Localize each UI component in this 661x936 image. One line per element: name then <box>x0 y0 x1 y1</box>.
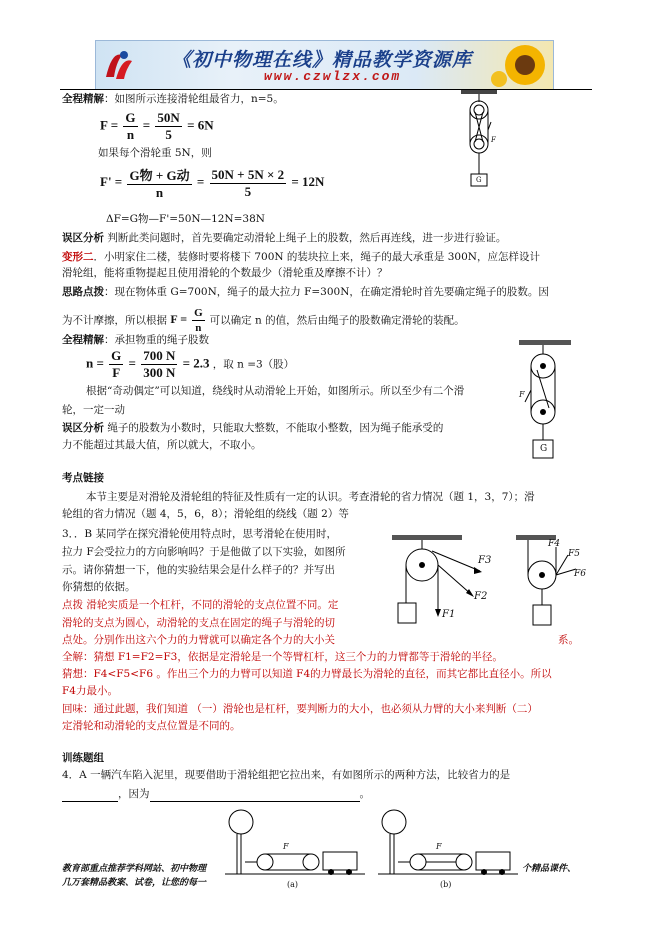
formula-1-num1: G <box>125 110 136 125</box>
formula-2-result: = 12N <box>291 173 325 189</box>
footer-left-line1: 教育部重点推荐学科网站、初中物理 <box>62 864 207 874</box>
figure-2-weight-label: G <box>540 444 548 454</box>
car-pulley-figure-b <box>378 808 518 892</box>
answer-blank-2[interactable] <box>150 787 360 802</box>
delta-f-line: ΔF=G物—F'=50N—12N=38N <box>106 213 265 225</box>
label-f2: F2 <box>474 591 488 602</box>
question-4-line2 <box>62 787 370 802</box>
header-title: 《初中物理在线》精品教学资源库 <box>172 49 473 71</box>
figure-a-force-label: F <box>283 842 289 851</box>
pulley-figure-1 <box>455 90 505 190</box>
tip-line3-end: 系。 <box>558 634 579 646</box>
formula-1-num2: 50N <box>157 110 180 125</box>
variant-two-line2: 滑轮组，能将重物提起且使用滑轮的个数最少（滑轮重及摩擦不计）？ <box>62 267 388 279</box>
sunflower-image <box>491 41 553 89</box>
error-analysis-2-text1: 绳子的股数为小数时，只能取大整数，不能取小整数，因为绳子能承受的 <box>104 422 444 434</box>
formula-3 <box>86 348 294 381</box>
section2-para1: 根据“奇动偶定”可以知道，绕线时从动滑轮上开始，如图所示。所以至少有二个滑 <box>86 385 465 397</box>
label-f6: F6 <box>574 569 586 579</box>
formula-3-num1: G <box>111 348 122 363</box>
variant-two-text1: ．小明家住二楼，装修时要将楼下 700N 的装块拉上来，绳子的最大承重是 300N，应怎样设计 <box>93 251 540 263</box>
question-4-period: 。 <box>359 788 370 800</box>
formula-3-after: ，取 n =3（股） <box>212 358 295 371</box>
error-analysis-2-line2: 力不能超过其最大值，所以就大，不取小。 <box>62 439 262 451</box>
formula-3-result: = 2.3 <box>182 355 210 371</box>
answer-blank-1[interactable] <box>62 787 118 802</box>
figure-1-force-label: F <box>491 136 496 144</box>
label-f1: F1 <box>442 609 456 620</box>
label-f4: F4 <box>548 539 560 549</box>
pulley-weight-line: 如果每个滑轮重 5N，则 <box>98 147 212 159</box>
formula-2-num2: 50N + 5N × 2 <box>211 166 285 182</box>
pulley-figure-2 <box>515 340 575 464</box>
review-line1: 回味：通过此题，我们知道 （一）滑轮也是杠杆，要判断力的大小，也必须从力臂的大小来判断（二） <box>62 703 538 715</box>
figure-b-caption: (b) <box>440 880 452 889</box>
formula-1-eq: = <box>142 117 151 133</box>
section4-title: 训练题组 <box>62 752 104 764</box>
header-rule <box>60 89 592 90</box>
full-solution-line <box>62 92 284 106</box>
formula-2 <box>100 165 324 201</box>
formula-3-eq: = <box>128 355 136 371</box>
full-solution-text: ：如图所示连接滑轮组最省力，n=5。 <box>104 93 284 105</box>
error-analysis-1-text: 判断此类问题时，首先要确定动滑轮上绳子上的股数，然后再连线，进一步进行验证。 <box>104 232 507 244</box>
question-4-because: ，因为 <box>118 788 150 800</box>
header-url[interactable]: www.czwlzx.com <box>264 69 402 84</box>
tip-line2: 滑轮的支点为圆心，动滑轮的支点在固定的绳子与滑轮的切 <box>62 617 335 629</box>
figure-2-force-label: F <box>519 390 525 399</box>
variant-two-line1 <box>62 250 540 264</box>
inline-formula: F = $\frac{G}{n}$ <box>170 307 203 334</box>
error-analysis-2-label: 误区分析 <box>62 422 104 434</box>
question-3-line4: 你猜想的依据。 <box>62 581 136 593</box>
formula-2-eq: = <box>196 173 205 189</box>
fixed-pulley-force-figure <box>392 535 502 635</box>
footer-right: 个精品课件、 <box>522 864 577 874</box>
figure-b-force-label: F <box>436 842 442 851</box>
footer-left-line2: 几万套精品教案、试卷，让您的每一 <box>62 878 207 888</box>
formula-2-den2: 5 <box>244 183 252 199</box>
movable-pulley-force-figure <box>516 535 596 635</box>
formula-3-num2: 700 N <box>143 348 176 363</box>
question-4-line1: 4．A 一辆汽车陷入泥里，现要借助于滑轮组把它拉出来，有如图所示的两种方法，比较省力的是 <box>62 769 511 781</box>
formula-2-den1: n <box>155 185 164 200</box>
solution-line3: F4力最小。 <box>62 685 118 697</box>
section2-para2: 轮，一定一动 <box>62 404 125 416</box>
figure-1-weight-label: G <box>476 176 482 184</box>
tip-line1: 点拨 滑轮实质是一个杠杆，不同的滑轮的支点位置不同。定 <box>62 599 339 611</box>
section3-title: 考点链接 <box>62 472 104 484</box>
idea-hint-line1 <box>62 285 549 299</box>
question-3-line2: 拉力 F会受拉力的方向影响吗？于是他做了以下实验，如图所 <box>62 546 346 558</box>
full-solution-2-line <box>62 333 209 347</box>
idea-hint-text2a: 为不计摩擦，所以根据 <box>62 314 167 327</box>
idea-hint-text2b: 可以确定 n 的值，然后由绳子的股数确定滑轮的装配。 <box>209 314 465 327</box>
tip-line3: 点处。分别作出这六个力的力臂就可以确定各个力的大小关 <box>62 634 335 646</box>
formula-3-den1: F <box>112 365 121 380</box>
formula-1-lhs: F = <box>100 117 119 133</box>
formula-3-den2: 300 N <box>143 365 176 380</box>
formula-3-lhs: n = <box>86 355 104 371</box>
formula-1-result: = 6N <box>187 117 214 133</box>
full-solution-label: 全程精解 <box>62 93 104 105</box>
full-solution-2-label: 全程精解 <box>62 334 104 346</box>
label-f3: F3 <box>478 555 492 566</box>
solution-line2: 猜想：F4<F5<F6 。作出三个力的力臂可以知道 F4的力臂最长为滑轮的直径，而其它都比直径小。所以 <box>62 668 552 680</box>
error-analysis-1 <box>62 231 506 245</box>
question-3-line3: 示。请你猜想一下，他的实验结果会是什么样子的？并写出 <box>62 564 335 576</box>
variant-two-label: 变形二 <box>62 251 94 263</box>
question-3-line1: 3．．B 某同学在探究滑轮使用特点时，思考滑轮在使用时， <box>62 528 337 540</box>
idea-hint-text1: ：现在物体重 G=700N，绳子的最大拉力 F=300N，在确定滑轮时首先要确定绳子的股数。因 <box>104 286 549 298</box>
car-pulley-figure-a <box>225 808 365 892</box>
error-analysis-2-line1 <box>62 421 443 435</box>
section3-para2: 轮组的省力情况（题 4，5，6，8）；滑轮组的绕线（题 2）等 <box>62 508 349 520</box>
formula-2-lhs: F' = <box>100 173 123 189</box>
logo <box>102 47 136 83</box>
review-line2: 定滑轮和动滑轮的支点位置是不同的。 <box>62 720 241 732</box>
full-solution-2-text: ：承担物重的绳子股数 <box>104 334 209 346</box>
idea-hint-line2 <box>62 306 465 335</box>
formula-1 <box>100 110 214 143</box>
formula-1-den1: n <box>126 127 135 142</box>
label-f5: F5 <box>568 549 580 559</box>
formula-1-den2: 5 <box>165 127 172 142</box>
header-banner <box>95 40 554 90</box>
formula-2-num1: G物 + G动 <box>127 165 191 185</box>
solution-line1: 全解：猜想 F1=F2=F3，依据是定滑轮是一个等臂杠杆，这三个力的力臂都等于滑轮的半径。 <box>62 651 503 663</box>
figure-a-caption: (a) <box>287 880 299 889</box>
error-analysis-1-label: 误区分析 <box>62 232 104 244</box>
section3-para1: 本节主要是对滑轮及滑轮组的特征及性质有一定的认识。考查滑轮的省力情况（题 1，3，7）；滑 <box>86 491 535 503</box>
idea-hint-label: 思路点拨 <box>62 286 104 298</box>
